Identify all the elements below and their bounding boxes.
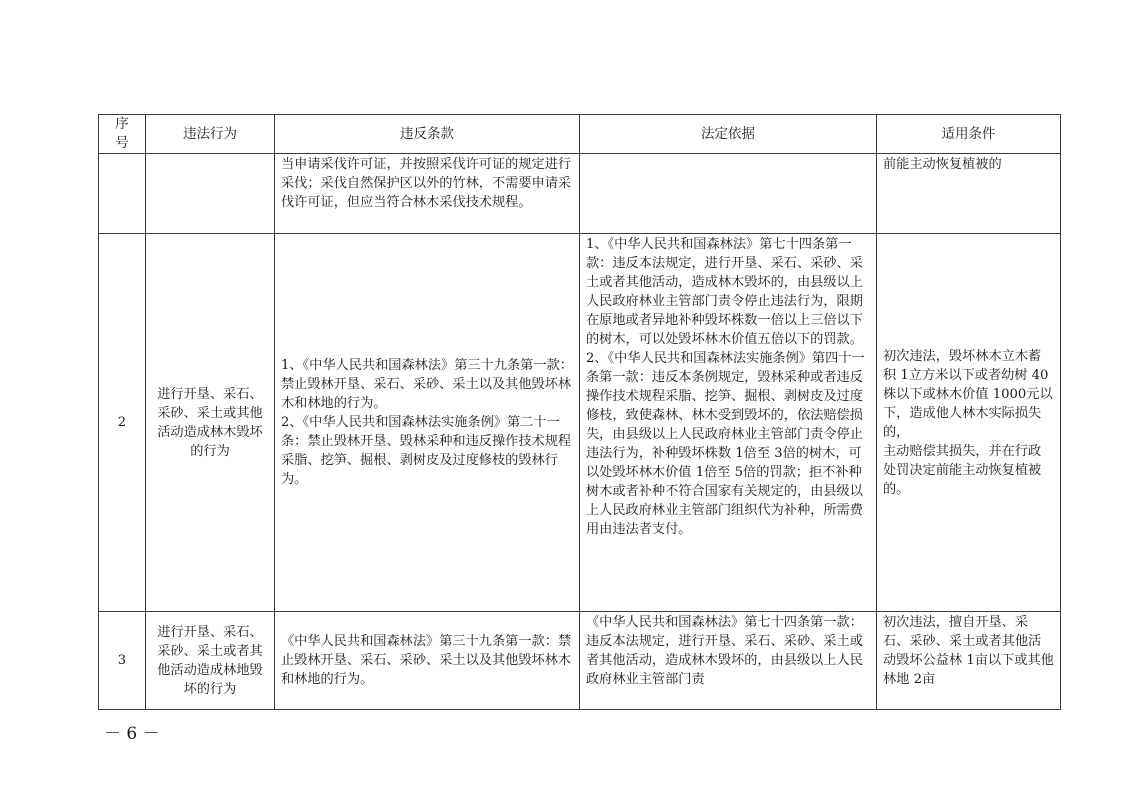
row-conditions: 初次违法，毁坏林木立木蓄积 1立方米以下或者幼树 40株以下或林木价值 1000元以下，造成他人林木实际损失的， 主动赔偿其损失，并在行政处罚决定前能主动恢复植被的。 xyxy=(877,234,1061,612)
table-row xyxy=(99,234,1061,612)
table-header-row xyxy=(99,115,1061,154)
row-legal-basis: 《中华人民共和国森林法》第七十四条第一款：违反本法规定，进行开垦、采石、采砂、采土或者其他活动，造成林木毁坏的，由县级以上人民政府林业主管部门责 xyxy=(580,612,877,710)
header-violation: 违法行为 xyxy=(146,115,275,154)
header-seq: 序 号 xyxy=(99,115,146,154)
header-conditions: 适用条件 xyxy=(877,115,1061,154)
row-legal-basis: 1、《中华人民共和国森林法》第七十四条第一款：违反本法规定，进行开垦、采石、采砂、采土或者其他活动，造成林木毁坏的，由县级以上人民政府林业主管部门责令停止违法行为，限期在原地或者异地补种毁坏株数一倍以上三倍以下的树木，可以处毁坏林木价值五倍以下的罚款。 2、《中华人民共和国森林法实施条例》第四十一条第一款：违反本条例规定，毁林采种或者违反操作技术规程采脂、挖笋、掘根、剥树皮及过度修枝，致使森林、林木受到毁坏的，依法赔偿损失，由县级以上人民政府林业主管部门责令停止违法行为，补种毁坏株数 1倍至 3倍的树木，可以处毁坏林木价值 1倍至 5倍的罚款；拒不补种树木或者补种不符合国家有关规定的，由县级以上人民政府林业主管部门组织代为补种，所需费用由违法者支付。 xyxy=(580,234,877,612)
table-row xyxy=(99,612,1061,710)
row-clause: 1、《中华人民共和国森林法》第三十九条第一款：禁止毁林开垦、采石、采砂、采土以及其他毁坏林木和林地的行为。 2、《中华人民共和国森林法实施条例》第二十一条：禁止毁林开垦、毁林采种和违反操作技术规程采脂、挖笋、掘根、剥树皮及过度修枝的毁林行为。 xyxy=(275,234,580,612)
header-clause: 违反条款 xyxy=(275,115,580,154)
violation-table xyxy=(98,114,1061,710)
row-conditions: 初次违法，擅自开垦、采石、采砂、采土或者其他活动毁坏公益林 1亩以下或其他林地 2亩 xyxy=(877,612,1061,710)
row-seq xyxy=(99,154,146,234)
row-legal-basis xyxy=(580,154,877,234)
row-violation: 进行开垦、采石、采砂、采土或其他活动造成林木毁坏的行为 xyxy=(146,234,275,612)
page-number: － 6 － xyxy=(104,724,160,744)
row-clause: 《中华人民共和国森林法》第三十九条第一款：禁止毁林开垦、采石、采砂、采土以及其他毁坏林木和林地的行为。 xyxy=(275,612,580,710)
table-row xyxy=(99,154,1061,234)
row-seq: 3 xyxy=(99,612,146,710)
row-conditions: 前能主动恢复植被的 xyxy=(877,154,1061,234)
row-violation xyxy=(146,154,275,234)
row-violation: 进行开垦、采石、采砂、采土或者其他活动造成林地毁坏的行为 xyxy=(146,612,275,710)
header-legal-basis: 法定依据 xyxy=(580,115,877,154)
row-clause: 当申请采伐许可证，并按照采伐许可证的规定进行采伐；采伐自然保护区以外的竹林，不需要申请采伐许可证，但应当符合林木采伐技术规程。 xyxy=(275,154,580,234)
row-seq: 2 xyxy=(99,234,146,612)
